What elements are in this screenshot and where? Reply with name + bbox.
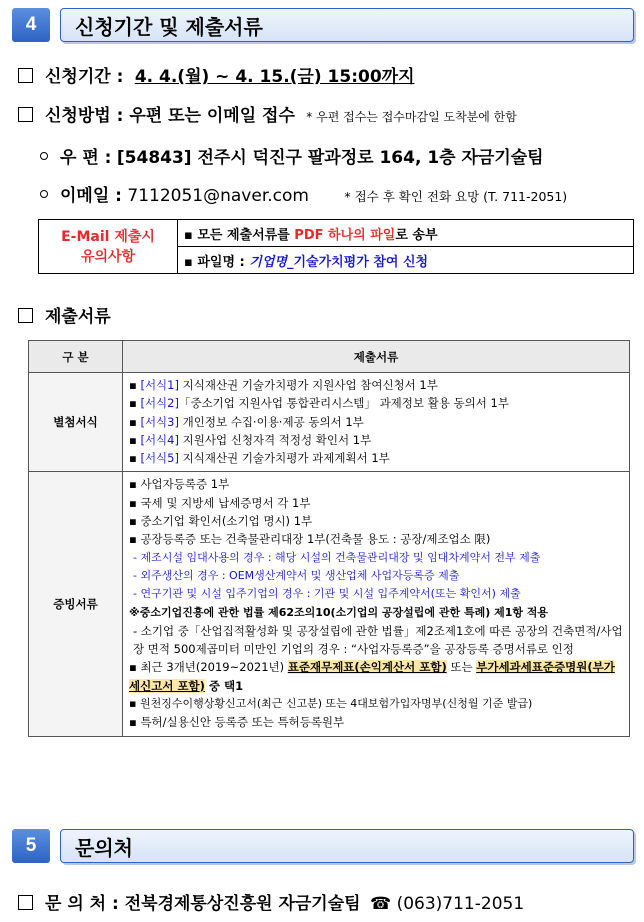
highlight-text: 부가세과세표준증명원(부가세신고서 포함) — [129, 660, 615, 693]
sub-item: - 제조시설 임대사용의 경우 : 해당 시설의 건축물관리대장 및 임대차계약서 전부 제출 — [133, 550, 541, 564]
method-note: * 우편 접수는 접수마감일 도착분에 한함 — [306, 110, 517, 124]
email-note: * 접수 후 확인 전화 요망 (T. 711-2051) — [344, 189, 568, 204]
list-item: ▪ [서식2]「중소기업 지원사업 통합관리시스템」 과제정보 활용 동의서 1부 — [129, 396, 509, 411]
notice-label-line2: 유의사항 — [80, 248, 136, 265]
notice-text: ▪ 모든 제출서류를 — [184, 227, 295, 243]
documents-table — [28, 340, 630, 737]
form-tag: [서식5] — [140, 451, 179, 466]
list-item: ▪ 특허/실용신안 등록증 또는 특허등록원부 — [129, 715, 345, 730]
section-5-header — [12, 829, 634, 863]
items-cell — [123, 472, 630, 736]
notice-filename-suffix: _기술가치평가 참여 신청 — [286, 254, 429, 270]
notice-row-2 — [178, 247, 634, 274]
notice-emphasis: PDF 하나의 파일 — [294, 227, 396, 243]
notice-text: ▪ 파일명 : — [184, 254, 250, 270]
form-text: 「중소기업 지원사업 통합관리시스템」 과제정보 활용 동의서 1부 — [178, 396, 509, 411]
category-cell: 별첨서식 — [29, 373, 123, 472]
section-title: 신청기간 및 제출서류 — [60, 8, 634, 42]
email-address[interactable]: 7112051@naver.com — [127, 186, 309, 206]
circle-bullet-icon — [40, 190, 48, 198]
list-item — [129, 658, 625, 695]
email-line — [40, 181, 567, 206]
contact-line — [18, 889, 524, 914]
email-label: 이메일 : — [60, 186, 122, 206]
checkbox-square-icon — [18, 895, 33, 910]
item-text: ▪ 최근 3개년(2019~2021년) — [129, 660, 288, 675]
period-label: 신청기간 : — [45, 67, 124, 87]
notice-filename-company: 기업명 — [249, 254, 287, 270]
section-title: 문의처 — [60, 829, 634, 863]
list-item: ▪ 중소기업 확인서(소기업 명시) 1부 — [129, 514, 313, 529]
sub-item: - 연구기관 및 시설 입주기업의 경우 : 기관 및 시설 입주계약서(또는 확인서) 제출 — [133, 587, 521, 601]
period-value: 4. 4.(월) ~ 4. 15.(금) 15:00까지 — [134, 67, 415, 87]
list-item: ▪ [서식4] 지원사업 신청자격 적정성 확인서 1부 — [129, 432, 372, 447]
method-label: 신청방법 : 우편 또는 이메일 접수 — [45, 106, 295, 126]
list-item: ▪ 사업자등록증 1부 — [129, 477, 230, 492]
list-item: ▪ [서식1] 지식재산권 기술가치평가 지원사업 참여신청서 1부 — [129, 378, 438, 392]
table-header-row — [29, 341, 630, 373]
category-cell: 증빙서류 — [29, 472, 123, 736]
highlight-text: 표준재무제표(손익계산서 포함) — [287, 660, 447, 675]
circle-bullet-icon — [40, 152, 48, 160]
method-line — [18, 101, 517, 126]
list-item: ▪ [서식3] 개인정보 수집·이용·제공 동의서 1부 — [129, 414, 364, 429]
contact-label: 문 의 처 : 전북경제통상진흥원 자금기술팀 — [45, 894, 361, 914]
item-text: 또는 — [446, 660, 477, 675]
form-tag: [서식1] — [140, 378, 179, 392]
docs-heading: 제출서류 — [45, 307, 111, 327]
notice-row-1 — [178, 220, 634, 247]
phone-icon: ☎ — [369, 894, 392, 914]
checkbox-square-icon — [18, 308, 33, 323]
form-text: 지식재산권 기술가치평가 과제계획서 1부 — [178, 451, 390, 466]
docs-heading-line — [18, 302, 111, 327]
column-header: 구 분 — [29, 341, 123, 373]
mail-label: 우 편 : — [60, 148, 112, 168]
notice-label-line1: E-Mail 제출시 — [61, 228, 155, 245]
checkbox-square-icon — [18, 107, 33, 122]
form-tag: [서식2] — [140, 396, 179, 411]
list-item: ▪ 원천징수이행상황신고서(최근 신고분) 또는 4대보험가입자명부(신청월 기준 발급) — [129, 697, 533, 711]
form-tag: [서식4] — [140, 432, 179, 447]
column-header: 제출서류 — [123, 341, 630, 373]
law-note: ※중소기업진흥에 관한 법률 제62조의10(소기업의 공장설립에 관한 특례) 제1항 적용 — [129, 605, 549, 619]
sub-item: - 외주생산의 경우 : OEM생산계약서 및 생산업체 사업자등록증 제출 — [133, 568, 460, 582]
phone-number: (063)711-2051 — [396, 894, 525, 914]
table-row — [29, 472, 630, 736]
section-number: 5 — [12, 829, 50, 863]
item-text: 중 택1 — [204, 678, 244, 693]
form-tag: [서식3] — [140, 414, 179, 429]
period-line — [18, 62, 415, 87]
form-text: 개인정보 수집·이용·제공 동의서 1부 — [178, 414, 364, 429]
checkbox-square-icon — [18, 68, 33, 83]
mail-line — [40, 143, 544, 168]
form-text: 지원사업 신청자격 적정성 확인서 1부 — [178, 432, 372, 447]
table-row — [29, 373, 630, 472]
notice-text: 로 송부 — [395, 227, 438, 243]
section-4-header — [12, 8, 634, 42]
list-item: ▪ [서식5] 지식재산권 기술가치평가 과제계획서 1부 — [129, 451, 390, 466]
mail-address: [54843] 전주시 덕진구 팔과정로 164, 1층 자금기술팀 — [116, 148, 544, 168]
section-number: 4 — [12, 8, 50, 42]
notice-label — [39, 220, 178, 274]
email-notice-box — [38, 219, 634, 274]
law-sub-item: - 소기업 중「산업집적활성화 및 공장설립에 관한 법률」제2조제1호에 따른 공장의 건축면적/사업장 면적 500제곱미터 미만인 기업의 경우 : “사업자등록증”을 공장등록 증명서류로 인정 — [133, 623, 623, 657]
list-item: ▪ 공장등록증 또는 건축물관리대장 1부(건축물 용도 : 공장/제조업소 限) — [129, 532, 491, 547]
form-text: 지식재산권 기술가치평가 지원사업 참여신청서 1부 — [178, 378, 438, 392]
list-item: ▪ 국세 및 지방세 납세증명서 각 1부 — [129, 495, 311, 510]
items-cell — [123, 373, 630, 472]
